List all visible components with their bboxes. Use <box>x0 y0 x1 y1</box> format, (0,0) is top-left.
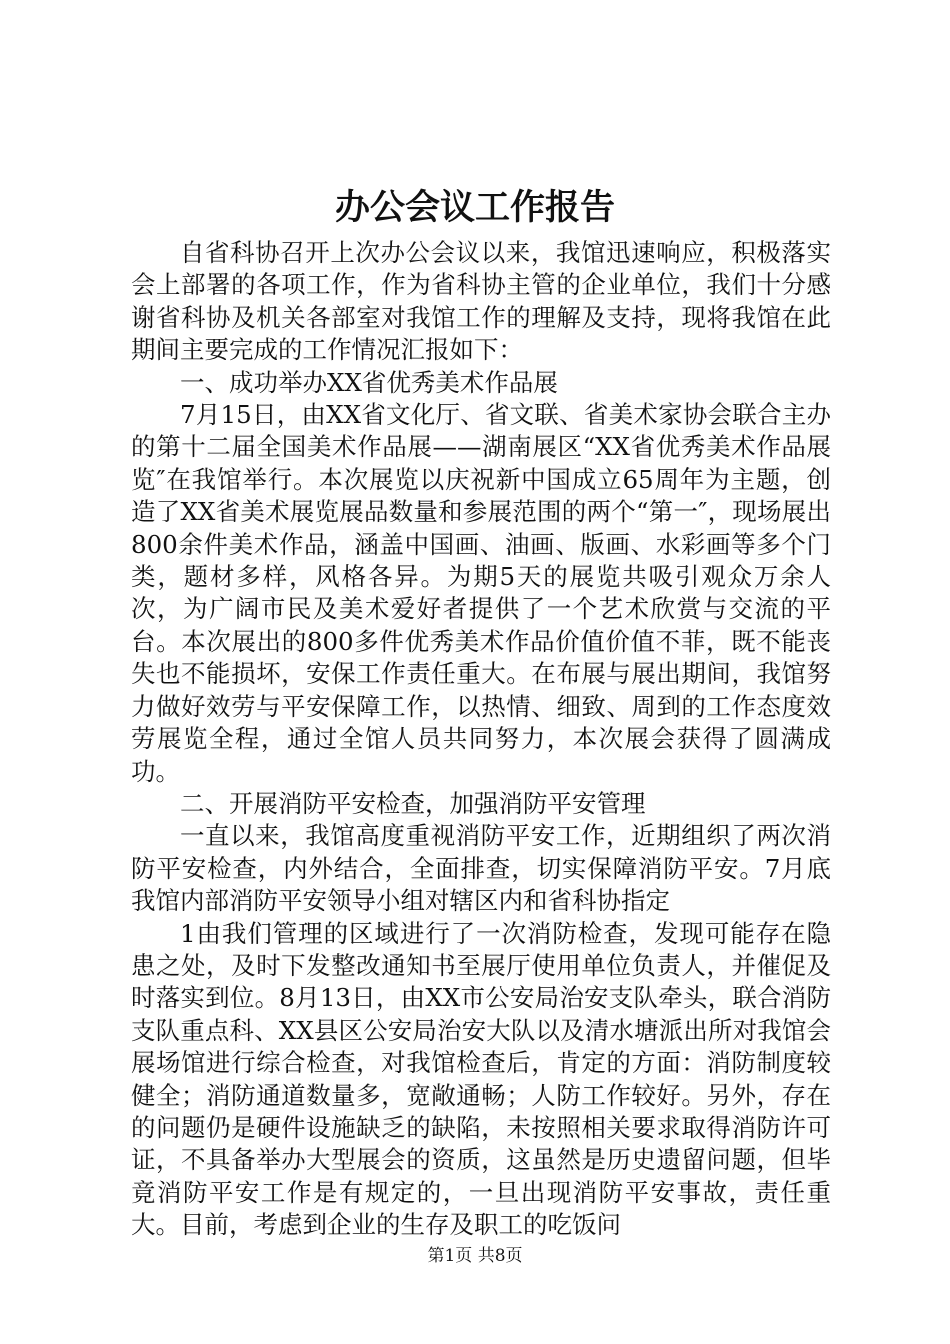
heading-section-1: 一、成功举办XX省优秀美术作品展 <box>180 367 558 397</box>
paragraph-section-2-continued: 1由我们管理的区域进行了一次消防检查，发现可能存在隐患之处，及时下发整改通知书至展厅使用单位负责人，并催促及时落实到位。8月13日，由XX市公安局治安支队牵头，联合消防支队重点科、XX县区公安局治安大队以及清水塘派出所对我馆会展场馆进行综合检查，对我馆检查后，肯定的方面：消防制度较健全；消防通道数量多，宽敞通畅；人防工作较好。另外，存在的问题仍是硬件设施缺乏的缺陷，未按照相关要求取得消防许可证，不具备举办大型展会的资质，这虽然是历史遗留问题，但毕竟消防平安工作是有规定的，一旦出现消防平安事故，责任重大。目前，考虑到企业的生存及职工的吃饭问 <box>131 918 831 1240</box>
document-body <box>131 237 831 1242</box>
paragraph-section-2: 一直以来，我馆高度重视消防平安工作，近期组织了两次消防平安检查，内外结合，全面排查，切实保障消防平安。7月底我馆内部消防平安领导小组对辖区内和省科协指定 <box>131 821 831 916</box>
page-number: 第1页 共8页 <box>427 1246 523 1266</box>
paragraph-intro: 自省科协召开上次办公会议以来，我馆迅速响应，积极落实会上部署的各项工作，作为省科协主管的企业单位，我们十分感谢省科协及机关各部室对我馆工作的理解及支持，现将我馆在此期间主要完成的工作情况汇报如下： <box>131 238 831 365</box>
paragraph-section-1: 7月15日，由XX省文化厅、省文联、省美术家协会联合主办的第十二届全国美术作品展——湖南展区“XX省优秀美术作品展览″在我馆举行。本次展览以庆祝新中国成立65周年为主题，创造了XX省美术展览展品数量和参展范围的两个“第一″，现场展出800余件美术作品，涵盖中国画、油画、版画、水彩画等多个门类，题材多样，风格各异。为期5天的展览共吸引观众万余人次，为广阔市民及美术爱好者提供了一个艺术欣赏与交流的平台。本次展出的800多件优秀美术作品价值价值不菲，既不能丧失也不能损坏，安保工作责任重大。在布展与展出期间，我馆努力做好效劳与平安保障工作，以热情、细致、周到的工作态度效劳展览全程，通过全馆人员共同努力，本次展会获得了圆满成功。 <box>131 400 831 786</box>
document-title: 办公会议工作报告 <box>334 187 615 228</box>
heading-section-2: 二、开展消防平安检查，加强消防平安管理 <box>180 788 646 818</box>
